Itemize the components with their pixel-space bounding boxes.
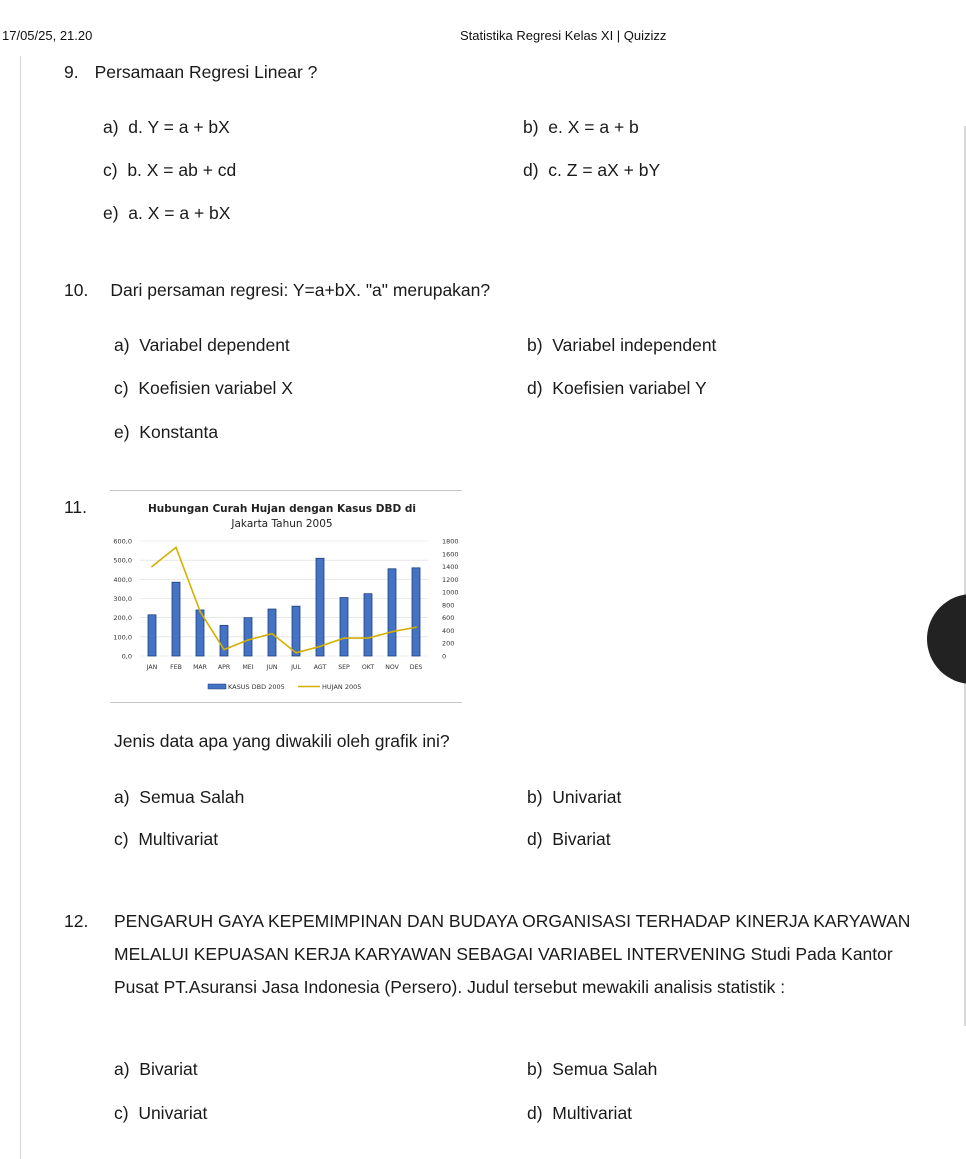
q10-option-e[interactable]: e) Konstanta bbox=[114, 422, 219, 442]
bar bbox=[292, 606, 300, 656]
right-tick-label: 800 bbox=[442, 601, 455, 610]
q9-option-e[interactable]: e) a. X = a + bX bbox=[103, 203, 231, 223]
question-text: PENGARUH GAYA KEPEMIMPINAN DAN BUDAYA ORGANISASI TERHADAP KINERJA KARYAWAN MELALUI KEPUASAN KERJA KARYAWAN SEBAGAI VARIABEL INTERVENING Studi Pada Kantor Pusat PT.Asuransi Jasa Indonesia (Persero). Judul tersebut mewakili analisis statistik : bbox=[114, 911, 911, 997]
q9-option-d[interactable]: d) c. Z = aX + bY bbox=[523, 160, 661, 180]
right-tick-label: 1800 bbox=[442, 537, 459, 546]
category-label: OKT bbox=[361, 664, 375, 671]
category-label: APR bbox=[217, 664, 231, 671]
line-point bbox=[175, 546, 177, 548]
line-point bbox=[415, 626, 417, 628]
chart-title: Hubungan Curah Hujan dengan Kasus DBD di bbox=[147, 503, 417, 515]
category-label: JAN bbox=[146, 664, 158, 671]
left-tick-label: 400,0 bbox=[113, 575, 132, 584]
legend-label-dbd: KASUS DBD 2005 bbox=[228, 683, 285, 691]
right-tick-label: 400 bbox=[442, 626, 455, 635]
q11-option-b[interactable]: b) Univariat bbox=[527, 787, 622, 807]
bar bbox=[388, 569, 396, 656]
right-tick-label: 1400 bbox=[442, 563, 459, 572]
question-number: 11. bbox=[64, 497, 88, 517]
question-9 bbox=[64, 62, 317, 83]
question-10 bbox=[64, 280, 490, 301]
category-label: JUN bbox=[266, 664, 278, 671]
left-tick-label: 600,0 bbox=[113, 537, 132, 546]
category-label: DES bbox=[409, 664, 423, 671]
right-tick-label: 1600 bbox=[442, 550, 459, 559]
category-label: NOV bbox=[385, 664, 399, 671]
question-text: Dari persaman regresi: Y=a+bX. "a" merupakan? bbox=[110, 280, 491, 300]
right-tick-label: 200 bbox=[442, 639, 455, 648]
chart-title: Jakarta Tahun 2005 bbox=[231, 518, 333, 530]
bar bbox=[316, 558, 324, 656]
q10-option-d[interactable]: d) Koefisien variabel Y bbox=[527, 378, 707, 398]
legend-label-hujan: HUJAN 2005 bbox=[322, 683, 362, 691]
question-number: 12. bbox=[64, 911, 89, 931]
line-point bbox=[223, 649, 225, 651]
q11-option-c[interactable]: c) Multivariat bbox=[114, 829, 219, 849]
legend-swatch-dbd bbox=[208, 684, 226, 689]
line-point bbox=[319, 646, 321, 648]
q12-option-c[interactable]: c) Univariat bbox=[114, 1103, 208, 1123]
left-tick-label: 0,0 bbox=[121, 652, 132, 661]
chart-bottom-rule bbox=[110, 702, 462, 703]
q12-option-d[interactable]: d) Multivariat bbox=[527, 1103, 633, 1123]
line-point bbox=[343, 637, 345, 639]
left-tick-label: 500,0 bbox=[113, 556, 132, 565]
q10-option-a[interactable]: a) Variabel dependent bbox=[114, 335, 290, 355]
category-label: AGT bbox=[313, 664, 327, 671]
q9-option-c[interactable]: c) b. X = ab + cd bbox=[103, 160, 237, 180]
bar bbox=[268, 609, 276, 656]
page-title: Statistika Regresi Kelas XI | Quizizz bbox=[460, 28, 667, 43]
question-text: Jenis data apa yang diwakili oleh grafik ini? bbox=[114, 731, 450, 751]
bar bbox=[364, 594, 372, 656]
q10-option-b[interactable]: b) Variabel independent bbox=[527, 335, 717, 355]
left-tick-label: 200,0 bbox=[113, 614, 132, 623]
category-label: MEI bbox=[242, 664, 254, 671]
q9-option-a[interactable]: a) d. Y = a + bX bbox=[103, 117, 230, 137]
line-point bbox=[151, 566, 153, 568]
line-point bbox=[199, 610, 201, 612]
right-tick-label: 600 bbox=[442, 614, 455, 623]
category-label: SEP bbox=[338, 664, 350, 671]
category-label: JUL bbox=[291, 664, 301, 671]
right-tick-label: 1000 bbox=[442, 588, 459, 597]
timestamp: 17/05/25, 21.20 bbox=[2, 28, 93, 43]
right-tick-label: 0 bbox=[442, 652, 447, 661]
chart bbox=[110, 490, 462, 702]
bar bbox=[244, 618, 252, 656]
line-point bbox=[247, 639, 249, 641]
question-text: Persamaan Regresi Linear ? bbox=[94, 62, 318, 82]
bar bbox=[340, 598, 348, 656]
category-label: FEB bbox=[170, 664, 182, 671]
line-point bbox=[271, 633, 273, 635]
bar bbox=[148, 615, 156, 656]
left-margin-line bbox=[20, 56, 21, 1159]
bar bbox=[172, 582, 180, 656]
question-number: 10. bbox=[64, 280, 89, 300]
category-label: MAR bbox=[193, 664, 207, 671]
line-point bbox=[391, 631, 393, 633]
bar bbox=[220, 625, 228, 656]
bar bbox=[412, 568, 420, 656]
question-number: 9. bbox=[64, 62, 79, 82]
line-point bbox=[367, 637, 369, 639]
left-tick-label: 300,0 bbox=[113, 595, 132, 603]
q9-option-b[interactable]: b) e. X = a + b bbox=[523, 117, 639, 137]
line-point bbox=[295, 652, 297, 654]
q10-option-c[interactable]: c) Koefisien variabel X bbox=[114, 378, 293, 398]
chart-legend bbox=[208, 683, 361, 691]
q12-option-b[interactable]: b) Semua Salah bbox=[527, 1059, 658, 1079]
q11-option-a[interactable]: a) Semua Salah bbox=[114, 787, 245, 807]
q11-option-d[interactable]: d) Bivariat bbox=[527, 829, 611, 849]
q12-option-a[interactable]: a) Bivariat bbox=[114, 1059, 198, 1079]
left-tick-label: 100,0 bbox=[113, 633, 132, 642]
floating-action-button[interactable] bbox=[927, 594, 966, 684]
right-tick-label: 1200 bbox=[442, 575, 459, 584]
